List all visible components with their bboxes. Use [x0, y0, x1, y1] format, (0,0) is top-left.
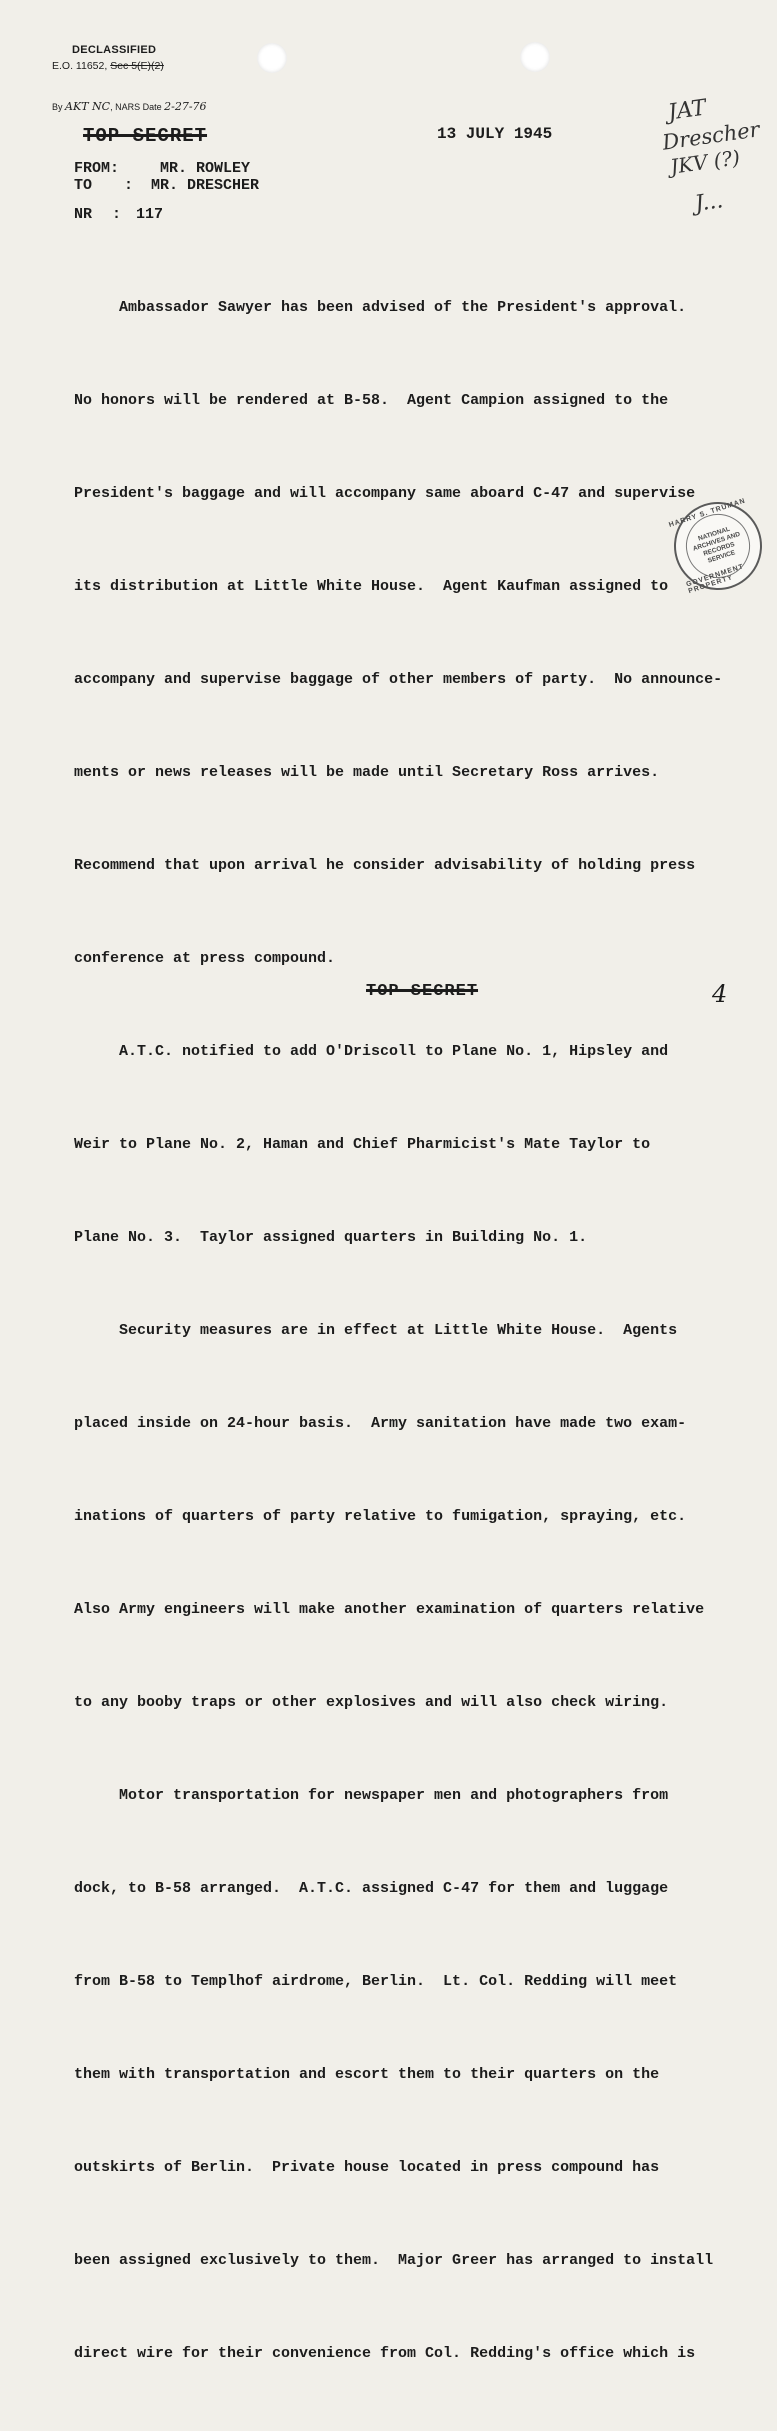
from-label: FROM: [74, 160, 120, 177]
document-date: 13 JULY 1945 [437, 125, 553, 143]
eo-prefix: E.O. 11652, [52, 60, 108, 72]
by-label: By [52, 102, 63, 112]
body-line: A.T.C. notified to add O'Driscoll to Plane No. 1, Hipsley and [74, 1043, 669, 1060]
nr-label: NR [74, 206, 93, 223]
body-line: Recommend that upon arrival he consider advisability of holding press [74, 857, 696, 874]
body-line: been assigned exclusively to them. Major Greer has arranged to install [74, 2252, 714, 2269]
memo-to [74, 177, 259, 194]
classification-bottom-crossed: TOP SECRET [366, 982, 479, 1001]
body-line: Plane No. 3. Taylor assigned quarters in Building No. 1. [74, 1229, 588, 1246]
body-line: accompany and supervise baggage of other members of party. No announce- [74, 671, 723, 688]
body-line: Motor transportation for newspaper men and photographers from [74, 1787, 669, 1804]
to-value: MR. DRESCHER [151, 177, 260, 194]
body-line: President's baggage and will accompany same aboard C-47 and supervise [74, 485, 696, 502]
body-line: Weir to Plane No. 2, Haman and Chief Pharmicist's Mate Taylor to [74, 1136, 651, 1153]
nr-value: 117 [136, 206, 164, 223]
classification-top-secret-crossed: TOP SECRET [83, 125, 208, 147]
body-line: inations of quarters of party relative to fumigation, spraying, etc. [74, 1508, 687, 1525]
page-number: 4 [712, 980, 728, 1008]
eo-section: Sec 5(E)(2) [110, 60, 164, 72]
punch-hole [520, 42, 550, 72]
nars-date-label: , NARS Date [110, 102, 162, 112]
to-separator: : [124, 177, 134, 194]
body-line: them with transportation and escort them to their quarters on the [74, 2066, 660, 2083]
from-value: MR. ROWLEY [160, 160, 251, 177]
seal-inner-text: NATIONAL ARCHIVES AND RECORDS SERVICE [678, 506, 759, 587]
body-line: direct wire for their convenience from Col. Redding's office which is [74, 2345, 696, 2362]
body-line: placed inside on 24-hour basis. Army sanitation have made two exam- [74, 1415, 687, 1432]
memo-body [74, 230, 774, 2431]
body-line: dock, to B-58 arranged. A.T.C. assigned C-47 for them and luggage [74, 1880, 669, 1897]
declassification-by-line [52, 100, 207, 113]
body-line: outskirts of Berlin. Private house located in press compound has [74, 2159, 660, 2176]
body-line: Also Army engineers will make another examination of quarters relative [74, 1601, 705, 1618]
body-line: from B-58 to Templhof airdrome, Berlin. Lt. Col. Redding will meet [74, 1973, 678, 1990]
handwritten-note: J... [693, 188, 725, 217]
seal-bottom-text: GOVERNMENT PROPERTY [685, 563, 745, 596]
declassification-authority [52, 60, 164, 72]
body-line: to any booby traps or other explosives and will also check wiring. [74, 1694, 669, 1711]
memo-number [74, 206, 163, 223]
body-line: No honors will be rendered at B-58. Agent Campion assigned to the [74, 392, 669, 409]
handwritten-note: Drescher [660, 117, 762, 155]
nr-separator: : [112, 206, 122, 223]
body-line: ments or news releases will be made until Secretary Ross arrives. [74, 764, 660, 781]
to-label: TO [74, 177, 93, 194]
by-initials: AKT NC [65, 100, 111, 113]
body-line: Ambassador Sawyer has been advised of the President's approval. [74, 299, 687, 316]
body-line: conference at press compound. [74, 950, 336, 967]
memo-from [74, 160, 250, 177]
punch-hole [257, 43, 287, 73]
seal-top-text: HARRY S. TRUMAN [668, 497, 747, 529]
nars-date: 2-27-76 [164, 100, 207, 113]
body-line: its distribution at Little White House. Agent Kaufman assigned to [74, 578, 669, 595]
body-line: Security measures are in effect at Little White House. Agents [74, 1322, 678, 1339]
declassified-stamp: DECLASSIFIED [72, 44, 157, 56]
handwritten-note: JKV (?) [668, 145, 742, 179]
handwritten-note: JAT [666, 95, 708, 126]
